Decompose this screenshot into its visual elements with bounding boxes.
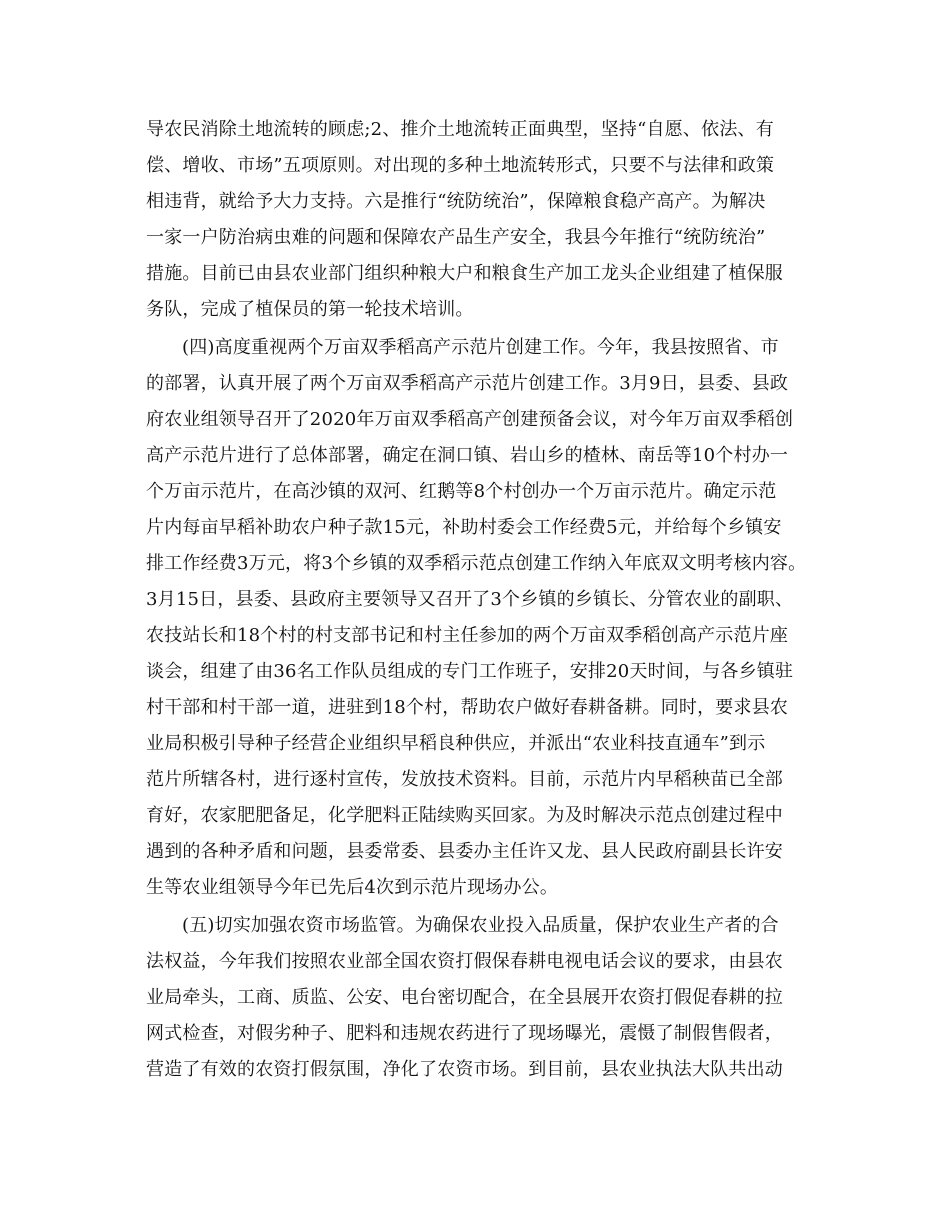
text-line: 营造了有效的农资打假氛围，净化了农资市场。到目前，县农业执法大队共出动 bbox=[146, 1059, 783, 1080]
text-line: 育好，农家肥肥备足，化学肥料正陆续购买回家。为及时解决示范点创建过程中 bbox=[146, 805, 783, 826]
text-line: 范片所辖各村，进行逐村宣传，发放技术资料。目前，示范片内早稻秧苗已全部 bbox=[146, 769, 783, 790]
text-line: 网式检查，对假劣种子、肥料和违规农药进行了现场曝光，震慑了制假售假者， bbox=[146, 1023, 783, 1044]
text-line: 业局积极引导种子经营企业组织早稻良种供应，并派出“农业科技直通车”到示 bbox=[146, 733, 766, 754]
text-line: 片内每亩早稻补助农户种子款15元，补助村委会工作经费5元，并给每个乡镇安 bbox=[146, 517, 782, 538]
text-line: 生等农业组领导今年已先后4次到示范片现场办公。 bbox=[146, 877, 559, 898]
text-line: 的部署，认真开展了两个万亩双季稻高产示范片创建工作。3月9日，县委、县政 bbox=[146, 373, 789, 394]
text-line: 个万亩示范片，在高沙镇的双河、红鹅等8个村创办一个万亩示范片。确定示范 bbox=[146, 481, 777, 502]
text-line: 相违背，就给予大力支持。六是推行“统防统治”，保障粮食稳产高产。为解决 bbox=[146, 191, 766, 212]
text-line: 村干部和村干部一道，进驻到18个村，帮助农户做好春耕备耕。同时，要求县农 bbox=[146, 697, 789, 718]
text-line: 遇到的各种矛盾和问题，县委常委、县委办主任许又龙、县人民政府副县长许安 bbox=[146, 841, 783, 862]
paragraph-start-line: (五)切实加强农资市场监管。为确保农业投入品质量，保护农业生产者的合 bbox=[182, 915, 779, 936]
text-line: 偿、增收、市场”五项原则。对出现的多种土地流转形式，只要不与法律和政策 bbox=[146, 155, 775, 176]
text-line: 一家一户防治病虫难的问题和保障农产品生产安全，我县今年推行“统防统治” bbox=[146, 227, 766, 248]
text-line: 府农业组领导召开了2020年万亩双季稻高产创建预备会议，对今年万亩双季稻创 bbox=[146, 409, 794, 430]
text-line: 排工作经费3万元，将3个乡镇的双季稻示范点创建工作纳入年底双文明考核内容。 bbox=[146, 553, 807, 574]
text-line: 业局牵头，工商、质监、公安、电台密切配合，在全县展开农资打假促春耕的拉 bbox=[146, 987, 783, 1008]
paragraph-start-line: (四)高度重视两个万亩双季稻高产示范片创建工作。今年，我县按照省、市 bbox=[182, 337, 779, 358]
text-line: 务队，完成了植保员的第一轮技术培训。 bbox=[146, 299, 474, 320]
text-line: 法权益，今年我们按照农业部全国农资打假保春耕电视电话会议的要求，由县农 bbox=[146, 951, 783, 972]
text-line: 措施。目前已由县农业部门组织种粮大户和粮食生产加工龙头企业组建了植保服 bbox=[146, 263, 783, 284]
text-line: 3月15日，县委、县政府主要领导又召开了3个乡镇的乡镇长、分管农业的副职、 bbox=[146, 589, 794, 610]
text-line: 农技站长和18个村的村支部书记和村主任参加的两个万亩双季稻创高产示范片座 bbox=[146, 625, 789, 646]
text-line: 导农民消除土地流转的顾虑;2、推介土地流转正面典型，坚持“自愿、依法、有 bbox=[146, 119, 774, 140]
text-line: 谈会，组建了由36名工作队员组成的专门工作班子，安排20天时间，与各乡镇驻 bbox=[146, 661, 794, 682]
text-line: 高产示范片进行了总体部署，确定在洞口镇、岩山乡的楂林、南岳等10个村办一 bbox=[146, 445, 789, 466]
